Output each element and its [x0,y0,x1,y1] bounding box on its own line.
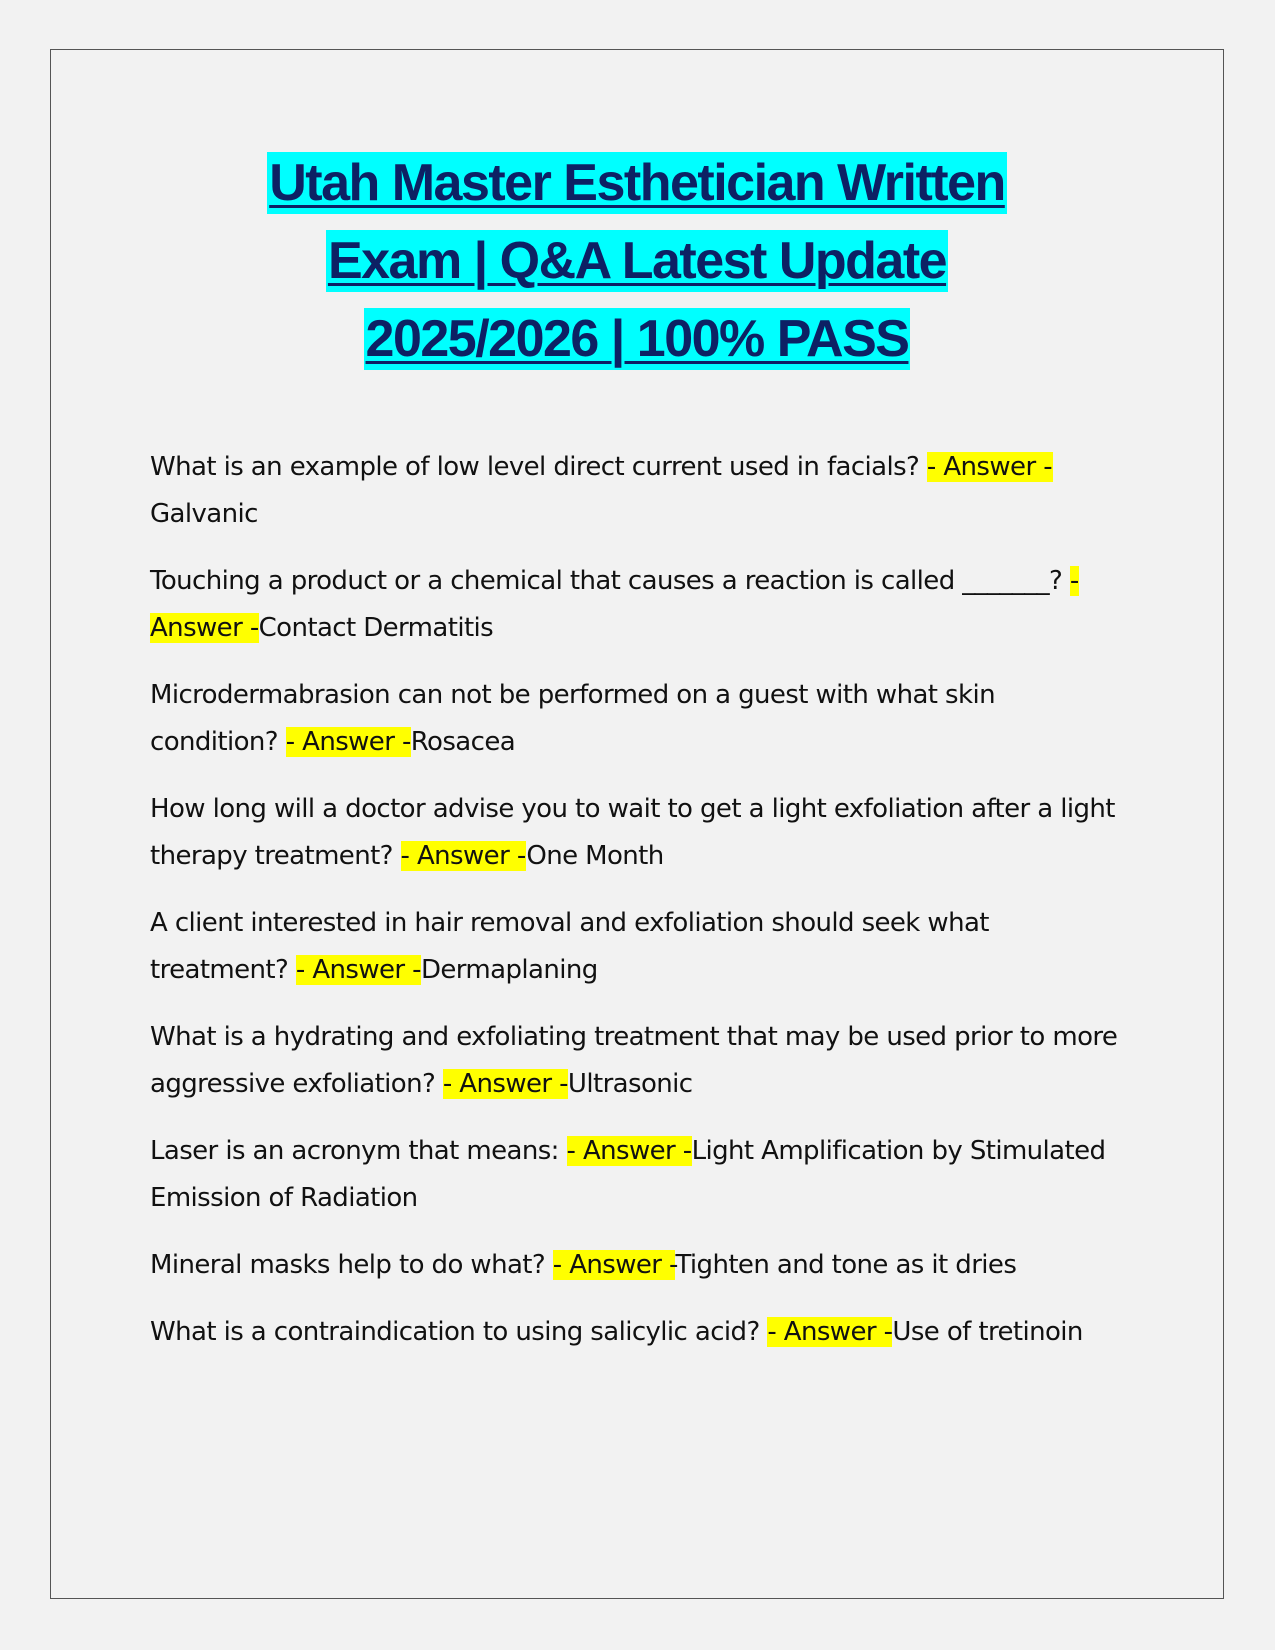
qa-item-4 [150,786,1130,880]
answer-marker: - Answer - [926,452,1053,482]
answer-text: Galvanic [150,499,258,529]
page-title [50,144,1224,378]
answer-text: Tighten and tone as it dries [675,1250,1017,1280]
title-line-1: Utah Master Esthetician Written [269,154,1005,212]
answer-marker: - Answer - [442,1069,568,1099]
title-line-2: Exam | Q&A Latest Update [327,232,947,290]
qa-item-6 [150,1014,1130,1108]
question-text: Touching a product or a chemical that causes a reaction is called _______? [150,566,1070,596]
answer-text: Ultrasonic [567,1069,693,1099]
qa-item-7 [150,1128,1130,1222]
qa-item-5 [150,900,1130,994]
question-text: A client interested in hair removal and exfoliation should seek what treatment? [150,908,989,985]
qa-list [150,444,1130,1376]
qa-item-1 [150,444,1130,538]
question-text: Mineral masks help to do what? [150,1250,553,1280]
answer-marker: - Answer - [767,1317,893,1347]
answer-text: One Month [526,841,664,871]
answer-marker: - Answer - [150,566,1079,643]
answer-text: Light Amplification by Stimulated Emission of Radiation [150,1136,1106,1213]
question-text: What is an example of low level direct current used in facials? [150,452,927,482]
qa-item-8 [150,1242,1130,1289]
answer-marker: - Answer - [295,955,421,985]
title-line [50,222,1224,300]
title-line [50,300,1224,378]
question-text: How long will a doctor advise you to wait to get a light exfoliation after a light therapy treatment? [150,794,1115,871]
qa-item-2 [150,558,1130,652]
answer-marker: - Answer - [400,841,527,871]
answer-text: Contact Dermatitis [258,613,494,643]
qa-item-3 [150,672,1130,766]
question-text: Microdermabrasion can not be performed on a guest with what skin condition? [150,680,995,757]
title-line-3: 2025/2026 | 100% PASS [365,310,909,368]
answer-text: Dermaplaning [420,955,598,985]
title-line [50,144,1224,222]
qa-item-9 [150,1309,1130,1356]
answer-marker: - Answer - [566,1136,692,1166]
question-text: Laser is an acronym that means: [150,1136,567,1166]
answer-marker: - Answer - [285,727,411,757]
answer-marker: - Answer - [552,1250,676,1280]
answer-text: Use of tretinoin [892,1317,1083,1347]
question-text: What is a contraindication to using salicylic acid? [150,1317,768,1347]
question-text: What is a hydrating and exfoliating treatment that may be used prior to more aggressive exfoliation? [150,1022,1118,1099]
answer-text: Rosacea [410,727,516,757]
